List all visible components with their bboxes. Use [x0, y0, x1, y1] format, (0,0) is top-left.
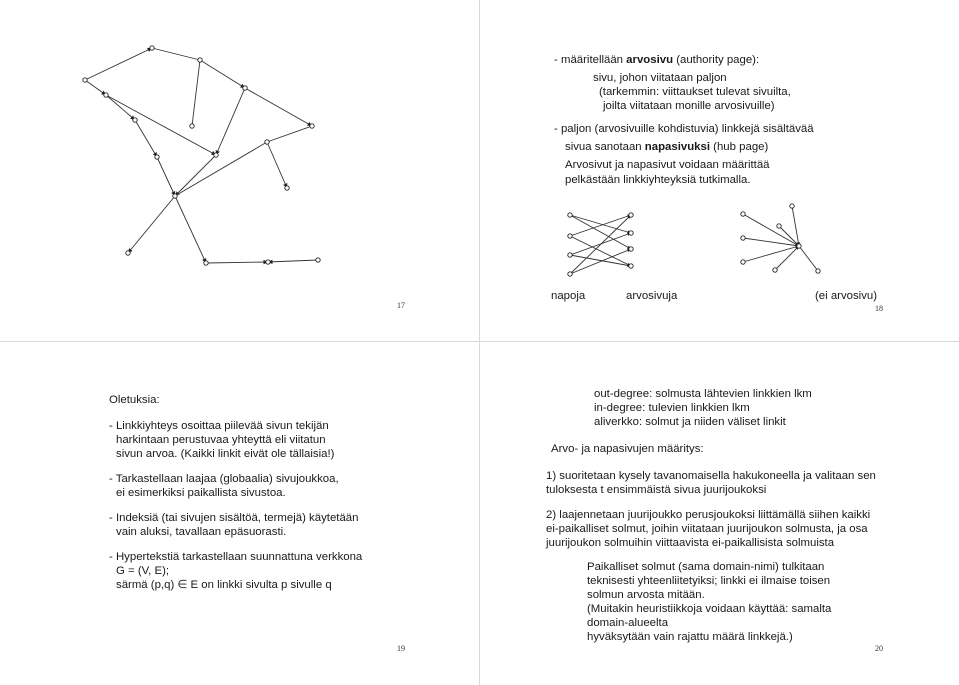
text-line: Arvosivut ja napasivut voidaan määrittää [565, 159, 770, 171]
text-line: 2) laajennetaan juurijoukko perusjoukoksi liittämällä siihen kaikki [546, 509, 871, 521]
page-number: 20 [875, 644, 883, 653]
text-line: Arvo- ja napasivujen määritys: [551, 443, 704, 455]
page-number: 19 [397, 644, 405, 653]
text-line: - Tarkastellaan laajaa (globaalia) sivujoukkoa, [109, 473, 339, 485]
text-line: teknisesti yhteenliitetyiksi; linkki ei ilmaise toisen [587, 575, 831, 587]
label-not-authority: (ei arvosivu) [815, 290, 878, 302]
text-line: solmun arvosta mitään. [587, 589, 705, 601]
slide-heading: Oletuksia: [109, 394, 160, 406]
text-line: harkintaan perustuvaa yhteyttä eli viitatun [116, 434, 326, 446]
page-number: 17 [397, 301, 405, 310]
page-number: 18 [875, 304, 883, 313]
text-line: - määritellään arvosivu (authority page): [554, 54, 760, 66]
text-line: hyväksytään vain rajattu määrä linkkejä.) [587, 631, 793, 643]
text-line: ei esimerkiksi paikallista sivustoa. [116, 487, 286, 499]
text-line: domain-alueelta [587, 617, 669, 629]
text-line: G = (V, E); [116, 565, 170, 577]
text-line: - paljon (arvosivuille kohdistuvia) linkkejä sisältävää [554, 123, 814, 135]
text-line: pelkästään linkkiyhteyksiä tutkimalla. [565, 174, 751, 186]
text-line: sivua sanotaan napasivuksi (hub page) [565, 141, 769, 153]
text-line: Paikalliset solmut (sama domain-nimi) tulkitaan [587, 561, 825, 573]
text-line: - Hypertekstiä tarkastellaan suunnattuna verkkona [109, 551, 363, 563]
text-line: sivun arvoa. (Kaikki linkit eivät ole tällaisia!) [116, 448, 335, 460]
text-line: juurijoukon solmuihin viittaavista ei-paikallisista solmuista [546, 537, 835, 549]
text-line: joilta viitataan monille arvosivuille) [603, 100, 775, 112]
text-line: sivu, johon viitataan paljon [593, 72, 727, 84]
text-line: aliverkko: solmut ja niiden väliset linkit [594, 416, 786, 428]
label-hubs: napoja [551, 290, 586, 302]
text-line: särmä (p,q) ∈ E on linkki sivulta p sivulle q [116, 579, 332, 591]
text-line: - Indeksiä (tai sivujen sisältöä, termejä) käytetään [109, 512, 359, 524]
label-authorities: arvosivuja [626, 290, 678, 302]
text-line: (tarkemmin: viittaukset tulevat sivuilta, [599, 86, 791, 98]
text-line: (Muitakin heuristiikkoja voidaan käyttää: samalta [587, 603, 832, 615]
text-line: vain aluksi, tavallaan epäsuorasti. [116, 526, 287, 538]
text-line: tuloksesta t ensimmäistä sivua juurijoukoksi [546, 484, 767, 496]
text-line: 1) suoritetaan kysely tavanomaisella hakukoneella ja valitaan sen [546, 470, 876, 482]
text-line: ei-paikalliset solmut, joihin viitataan juurijoukon solmusta, ja osa [546, 523, 868, 535]
text-line: out-degree: solmusta lähtevien linkkien lkm [594, 388, 812, 400]
text-line: in-degree: tulevien linkkien lkm [594, 402, 750, 414]
text-line: - Linkkiyhteys osoittaa piilevää sivun tekijän [109, 420, 329, 432]
